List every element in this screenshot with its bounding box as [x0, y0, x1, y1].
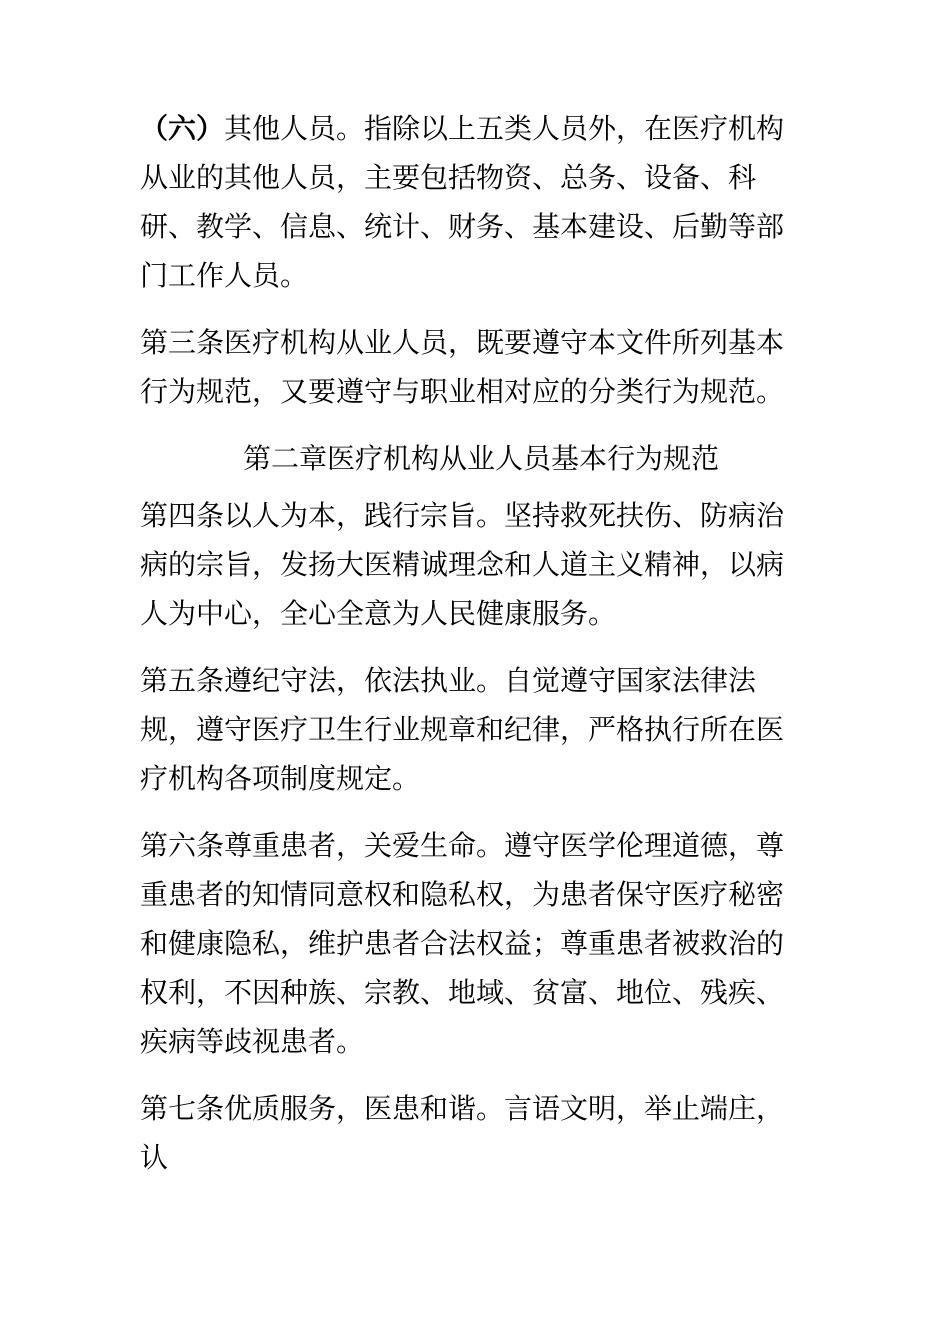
document-body [140, 104, 810, 1182]
chapter-2-heading: 第二章医疗机构从业人员基本行为规范 [242, 442, 719, 475]
paragraph-other-personnel [140, 104, 810, 300]
article-7: 第七条优质服务，医患和谐。言语文明，举止端庄，认 [140, 1092, 785, 1174]
other-personnel-text: 其他人员。指除以上五类人员外，在医疗机构从业的其他人员，主要包括物资、总务、设备、科研、教学、信息、统计、财务、基本建设、后勤等部门工作人员。 [140, 112, 785, 292]
article-3: 第三条医疗机构从业人员，既要遵守本文件所列基本行为规范，又要遵守与职业相对应的分类行为规范。 [140, 326, 785, 408]
article-5: 第五条遵纪守法，依法执业。自觉遵守国家法律法规，遵守医疗卫生行业规章和纪律，严格执行所在医疗机构各项制度规定。 [140, 664, 785, 795]
item-number-six: （六） [140, 112, 225, 145]
article-4: 第四条以人为本，践行宗旨。坚持救死扶伤、防病治病的宗旨，发扬大医精诚理念和人道主义精神，以病人为中心，全心全意为人民健康服务。 [140, 499, 785, 630]
article-6: 第六条尊重患者，关爱生命。遵守医学伦理道德，尊重患者的知情同意权和隐私权，为患者保守医疗秘密和健康隐私，维护患者合法权益；尊重患者被救治的权利，不因种族、宗教、地域、贫富、地位、残疾、疾病等歧视患者。 [140, 829, 785, 1058]
